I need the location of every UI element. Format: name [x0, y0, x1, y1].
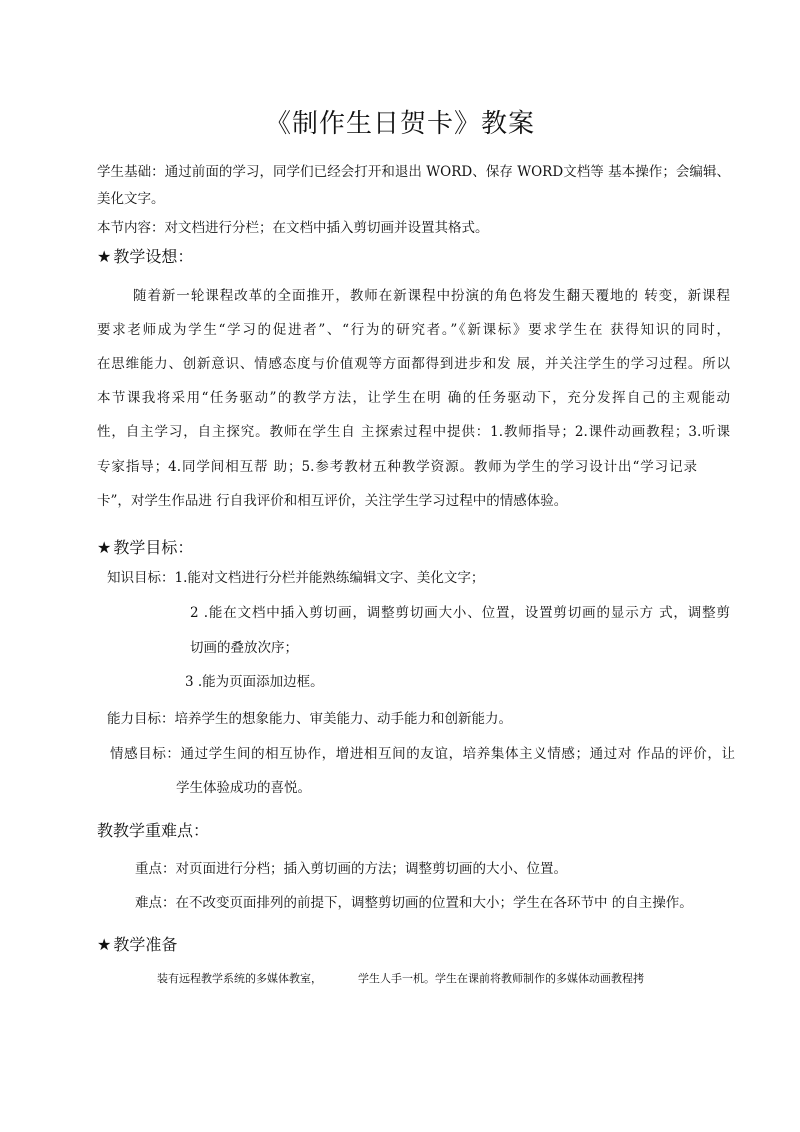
design-paragraph-line-6: 专家指导；4.同学间相互帮 助；5.参考教材五种教学资源。教师为学生的学习设计出“学习记录	[97, 459, 697, 475]
ability-goal: 能力目标：培养学生的想象能力、审美能力、动手能力和创新能力。	[107, 711, 512, 727]
section-heading-design: ★ 教学设想：	[97, 247, 194, 266]
design-paragraph-line-4: 本节课我将采用“任务驱动”的教学方法，让学生在明 确的任务驱动下，充分发挥自己的主观能动	[97, 390, 730, 406]
difficult-point: 难点：在不改变页面排列的前提下，调整剪切画的位置和大小；学生在各环节中 的自主操作。	[135, 895, 693, 911]
knowledge-goal-2-line-2: 切画的叠放次序；	[190, 640, 298, 656]
emotion-goal-line-2: 学生体验成功的喜悦。	[176, 780, 311, 796]
knowledge-goal-3: 3 .能为页面添加边框。	[185, 674, 324, 690]
emotion-goal-line-1: 情感目标：通过学生间的相互协作，增进相互间的友谊，培养集体主义情感；通过对 作品的评价，让	[110, 746, 735, 762]
prep-item-1: 装有远程教学系统的多媒体教室，	[157, 972, 322, 985]
star-icon: ★	[97, 538, 112, 557]
star-icon: ★	[97, 935, 112, 954]
design-paragraph-line-1: 随着新一轮课程改革的全面推开，教师在新课程中扮演的角色将发生翻天覆地的 转变，新课程	[133, 288, 730, 304]
section-heading-difficulty: 教教学重难点：	[97, 821, 210, 840]
star-icon: ★	[97, 247, 112, 266]
prep-item-2: 学生人手一机。学生在课前将教师制作的多媒体动画教程拷	[358, 972, 644, 985]
document-title: 《制作生日贺卡》教案	[264, 109, 535, 139]
key-point: 重点：对页面进行分档；插入剪切画的方法；调整剪切画的大小、位置。	[135, 861, 567, 877]
student-basis-line-2: 美化文字。	[97, 191, 165, 207]
design-paragraph-line-5: 性，自主学习，自主探究。教师在学生自 主探索过程中提供：1.教师指导；2.课件动画教程；3.听课	[97, 424, 730, 440]
section-heading-prep: ★ 教学准备	[97, 935, 178, 954]
knowledge-goal-1: 知识目标：1.能对文档进行分栏并能熟练编辑文字、美化文字；	[107, 570, 485, 586]
design-paragraph-line-2: 要求老师成为学生“学习的促进者”、“行为的研究者。”《新课标》要求学生在 获得知识的同时，	[97, 322, 730, 338]
lesson-content: 本节内容：对文档进行分栏；在文档中插入剪切画并设置其格式。	[97, 220, 489, 236]
student-basis-line-1: 学生基础：通过前面的学习，同学们已经会打开和退出 WORD、保存 WORD文档等 基本操作；会编辑、	[97, 164, 730, 180]
design-paragraph-line-7: 卡”，对学生作品进 行自我评价和相互评价，关注学生学习过程中的情感体验。	[97, 493, 568, 509]
section-heading-goals: ★ 教学目标：	[97, 538, 194, 557]
knowledge-goal-2-line-1: 2 .能在文档中插入剪切画，调整剪切画大小、位置，设置剪切画的显示方 式，调整剪	[190, 605, 730, 621]
design-paragraph-line-3: 在思维能力、创新意识、情感态度与价值观等方面都得到进步和发 展，并关注学生的学习过程。所以	[97, 356, 730, 372]
